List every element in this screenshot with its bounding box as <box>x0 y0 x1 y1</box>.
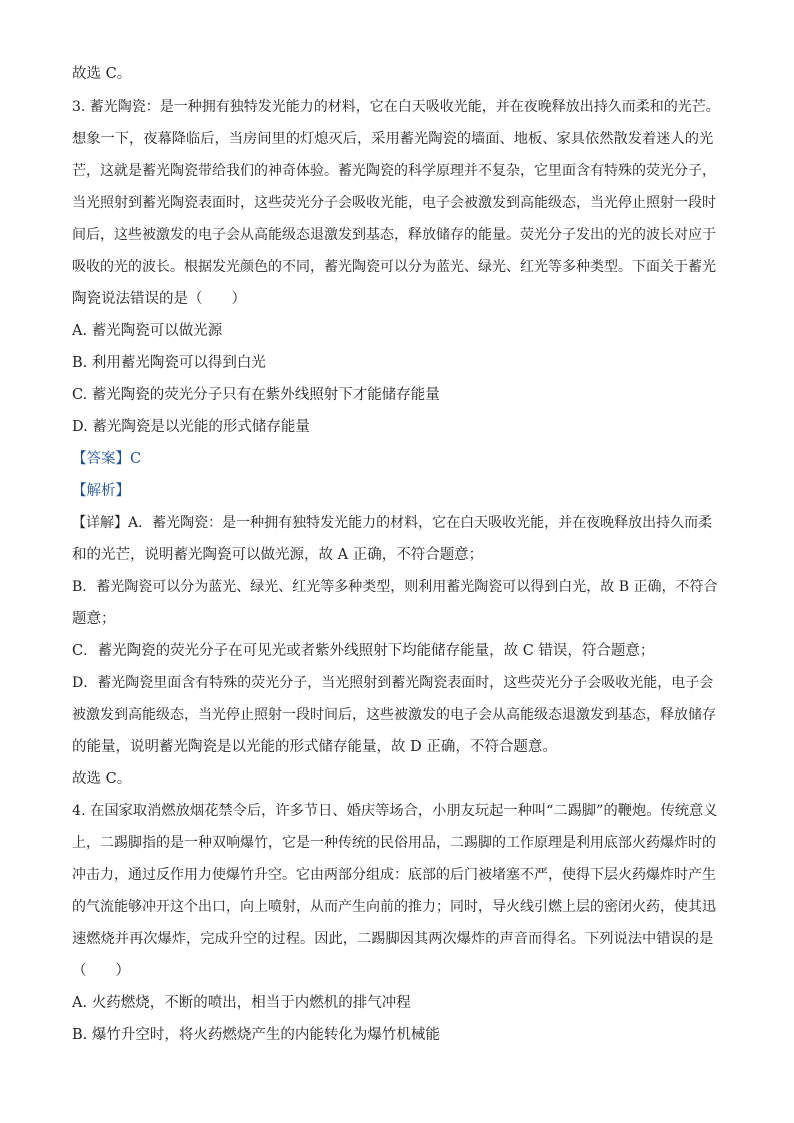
text-line: （ ） <box>72 963 130 979</box>
text-line: 上，二踢脚指的是一种双响爆竹，它是一种传统的民俗用品，二踢脚的工作原理是利用底部火药爆炸时的 <box>72 835 716 851</box>
explanation-line: 【详解】A．蓄光陶瓷：是一种拥有独特发光能力的材料，它在白天吸收光能，并在夜晚释放出持久而柔 <box>72 515 713 531</box>
option-b: B. 爆竹升空时，将火药燃烧产生的内能转化为爆竹机械能 <box>72 1027 440 1043</box>
text-line: 间后，这些被激发的电子会从高能级态退激发到基态，释放储存的能量。荧光分子发出的光的波长对应于 <box>72 227 716 243</box>
text-line: B．蓄光陶瓷可以分为蓝光、绿光、红光等多种类型，则利用蓄光陶瓷可以得到白光，故 B 正确，不符合 <box>72 579 718 595</box>
option-d: D. 蓄光陶瓷是以光能的形式储存能量 <box>72 419 310 435</box>
question-3-stem: 3. 蓄光陶瓷：是一种拥有独特发光能力的材料，它在白天吸收光能，并在夜晚释放出持久而柔和的光芒。 <box>72 99 720 115</box>
text-line: 速燃烧并再次爆炸，完成升空的过程。因此，二踢脚因其两次爆炸的声音而得名。下列说法中错误的是 <box>72 931 714 947</box>
text-line: 芒，这就是蓄光陶瓷带给我们的神奇体验。蓄光陶瓷的科学原理并不复杂，它里面含有特殊的荧光分子， <box>72 163 716 179</box>
question-4-stem: 4. 在国家取消燃放烟花禁令后，许多节日、婚庆等场合，小朋友玩起一种叫“二踢脚”的鞭炮。传统意义 <box>72 803 718 819</box>
answer-label: 【答案】C <box>72 451 142 467</box>
text-line: 当光照射到蓄光陶瓷表面时，这些荧光分子会吸收光能，电子会被激发到高能级态，当光停止照射一段时 <box>72 195 716 211</box>
text-line: 陶瓷说法错误的是（ ） <box>72 291 246 307</box>
option-a: A. 火药燃烧，不断的喷出，相当于内燃机的排气冲程 <box>72 995 411 1011</box>
option-a: A. 蓄光陶瓷可以做光源 <box>72 323 223 339</box>
text-line: 想象一下，夜幕降临后，当房间里的灯熄灭后，采用蓄光陶瓷的墙面、地板、家具依然散发着迷人的光 <box>72 131 714 147</box>
text-line: 和的光芒，说明蓄光陶瓷可以做光源，故 A 正确，不符合题意； <box>72 547 484 563</box>
text-line: 冲击力，通过反作用力使爆竹升空。它由两部分组成：底部的后门被堵塞不严，使得下层火药爆炸时产生 <box>72 867 716 883</box>
text-line: 的气流能够冲开这个出口，向上喷射，从而产生向前的推力；同时，导火线引燃上层的密闭火药，使其迅 <box>72 899 716 915</box>
text-line: 故选 C。 <box>72 771 132 787</box>
option-c: C. 蓄光陶瓷的荧光分子只有在紫外线照射下才能储存能量 <box>72 387 440 403</box>
text-line: 吸收的光的波长。根据发光颜色的不同，蓄光陶瓷可以分为蓝光、绿光、红光等多种类型。下面关于蓄光 <box>72 259 716 275</box>
text-line: 的能量，说明蓄光陶瓷是以光能的形式储存能量，故 D 正确，不符合题意。 <box>72 739 557 755</box>
analysis-label: 【解析】 <box>72 483 130 499</box>
text-line: C．蓄光陶瓷的荧光分子在可见光或者紫外线照射下均能储存能量，故 C 错误，符合题意； <box>72 643 655 659</box>
option-b: B. 利用蓄光陶瓷可以得到白光 <box>72 355 266 371</box>
text-line: D．蓄光陶瓷里面含有特殊的荧光分子，当光照射到蓄光陶瓷表面时，这些荧光分子会吸收光能，电子会 <box>72 675 714 691</box>
text-line: 被激发到高能级态，当光停止照射一段时间后，这些被激发的电子会从高能级态退激发到基态，释放储存 <box>72 707 716 723</box>
text-line: 题意； <box>72 611 116 627</box>
text-line: 故选 C。 <box>72 66 132 82</box>
